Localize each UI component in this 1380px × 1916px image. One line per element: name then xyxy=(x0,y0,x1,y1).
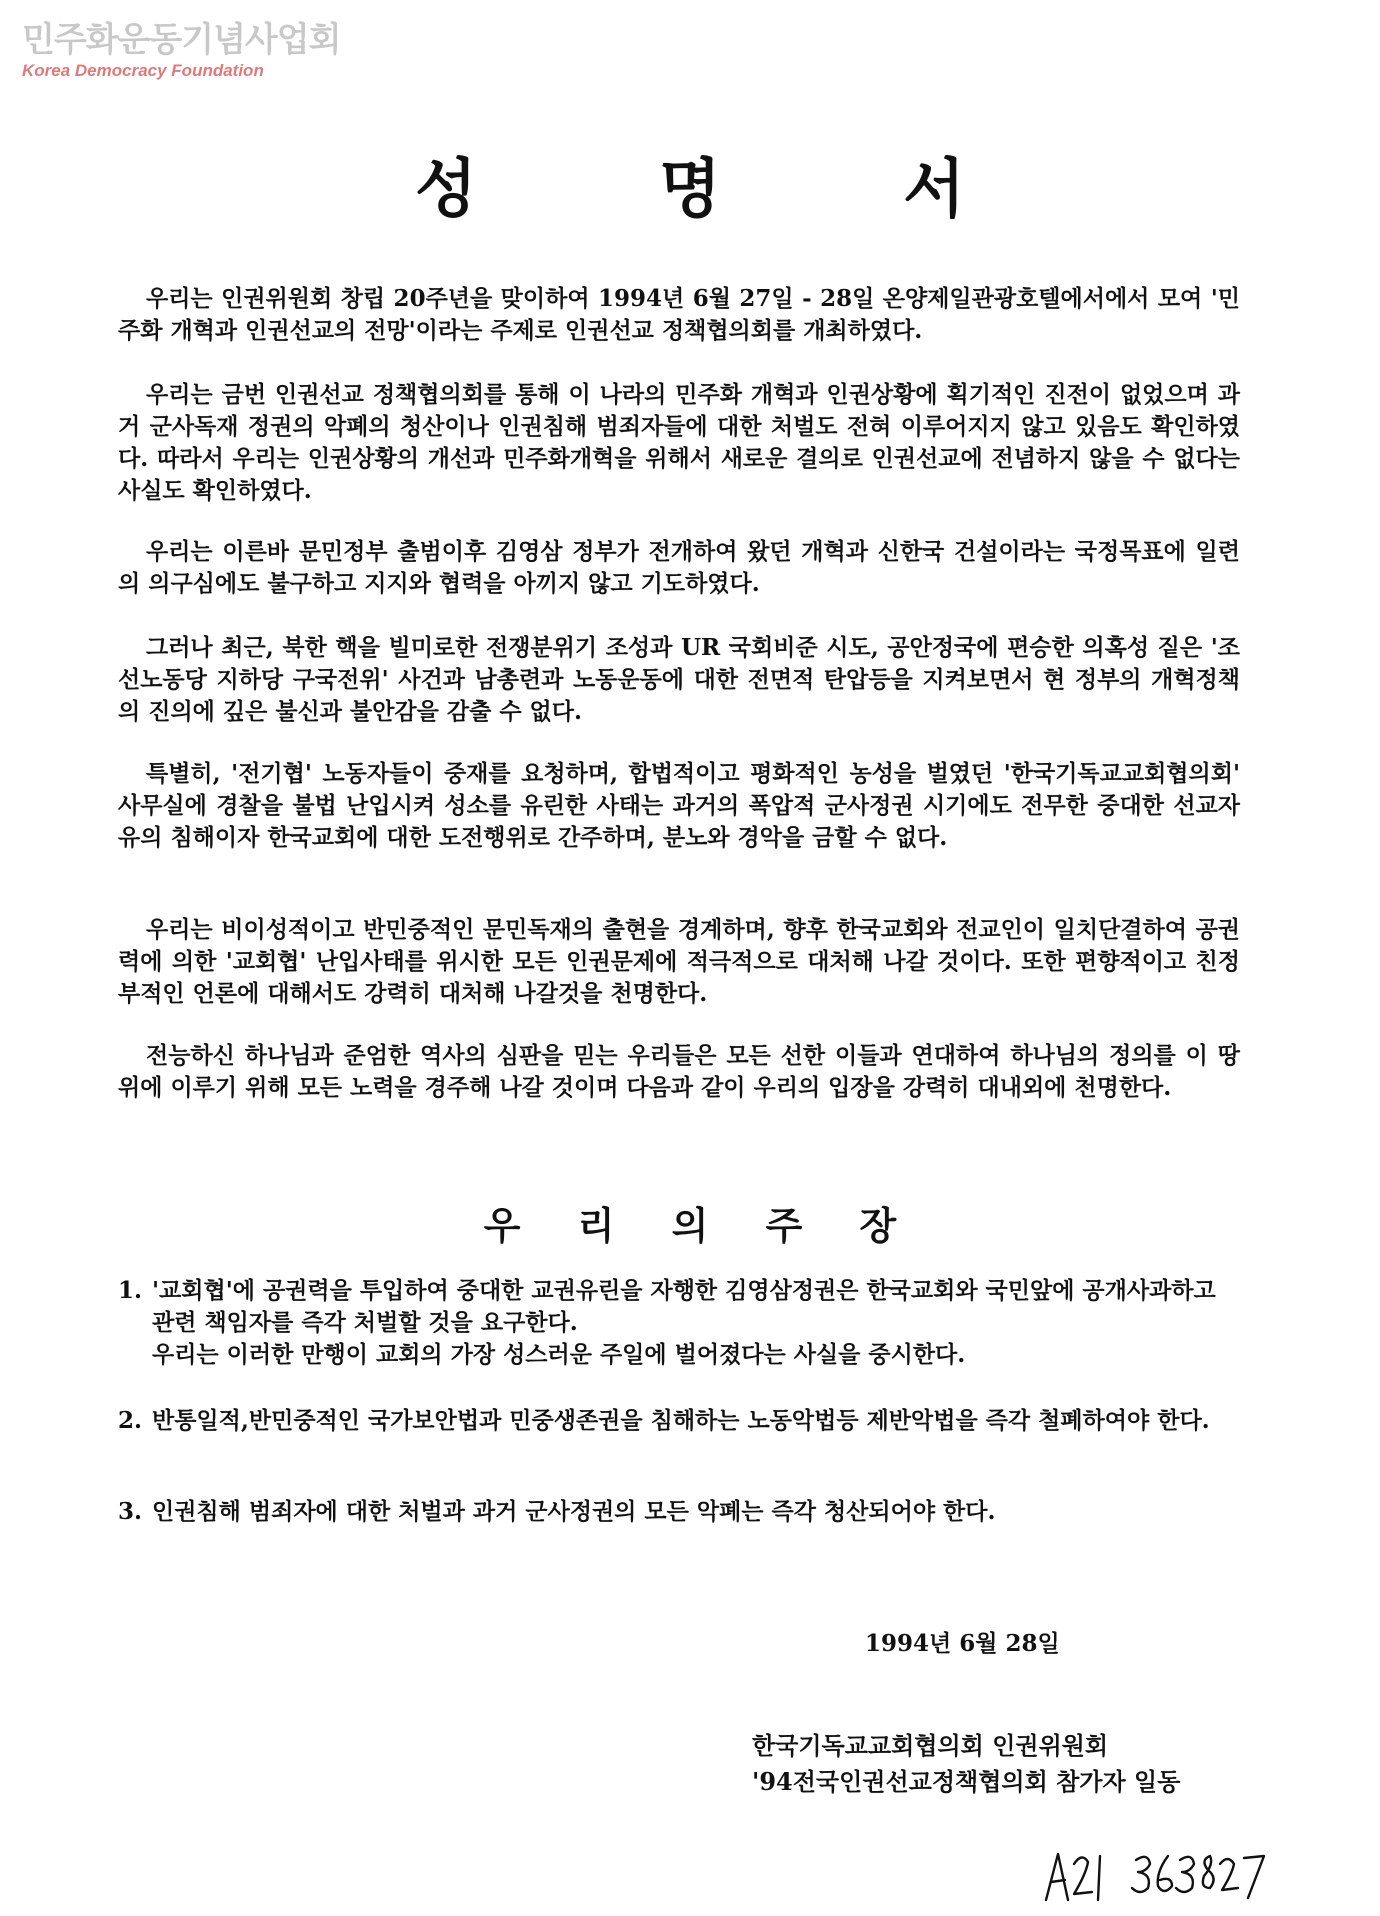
claim-text: '교회협'에 공권력을 투입하여 중대한 교권유린을 자행한 김영삼정권은 한국교회와 국민앞에 공개사과하고 관련 책임자를 즉각 처벌할 것을 요구한다. xyxy=(152,1277,1216,1336)
claim-number: 2. xyxy=(118,1407,143,1434)
paragraph-2: 우리는 금번 인권선교 정책협의회를 통해 이 나라의 민주화 개혁과 인권상황에 획기적인 진전이 없었으며 과거 군사독재 정권의 악폐의 청산이나 인권침해 범죄자들에 대한 처벌도 전혀 이루어지지 않고 있음도 확인하였다. 따라서 우리는 인권상황의 개선과 민주화개혁을 위해서 새로운 결의로 인권선교에 전념하지 않을 수 없다는 사실도 확인하였다. xyxy=(118,381,1240,504)
paragraph-7: 전능하신 하나님과 준엄한 역사의 심판을 믿는 우리들은 모든 선한 이들과 연대하여 하나님의 정의를 이 땅 위에 이루기 위해 모든 노력을 경주해 나갈 것이며 다음과 같이 우리의 입장을 강력히 대내외에 천명한다. xyxy=(118,1042,1240,1101)
claim-number: 1. xyxy=(118,1277,143,1304)
watermark-english: Korea Democracy Foundation xyxy=(22,61,264,80)
paragraph-1: 우리는 인권위원회 창립 20주년을 맞이하여 1994년 6월 27일 - 28일 온양제일관광호텔에서에서 모여 '민주화 개혁과 인권선교의 전망'이라는 주제로 인권선교 정책협의회를 개최하였다. xyxy=(118,285,1240,344)
claims-title: 우 리 의 주 장 xyxy=(483,1203,919,1248)
claim-1 xyxy=(118,1275,1242,1371)
signatory-1: 한국기독교교회협의회 인권위원회 xyxy=(752,1731,1109,1760)
watermark-korean: 민주화운동기념사업회 xyxy=(22,20,341,60)
claim-2 xyxy=(118,1405,1242,1437)
document-date: 1994년 6월 28일 xyxy=(865,1630,1060,1657)
claim-3 xyxy=(118,1496,1242,1528)
claim-text: 반통일적,반민중적인 국가보안법과 민중생존권을 침해하는 노동악법등 제반악법을 즉각 철폐하여야 한다. xyxy=(152,1407,1210,1434)
paragraph-6: 우리는 비이성적이고 반민중적인 문민독재의 출현을 경계하며, 향후 한국교회와 전교인이 일치단결하여 공권력에 의한 '교회협' 난입사태를 위시한 모든 인권문제에 적극적으로 대처해 나갈 것이다. 또한 편향적이고 친정부적인 언론에 대해서도 강력히 대처해 나갈것을 천명한다. xyxy=(118,916,1240,1007)
signatory-2: '94전국인권선교정책협의회 참가자 일동 xyxy=(752,1767,1181,1796)
watermark-logo xyxy=(22,20,340,82)
paragraph-3: 우리는 이른바 문민정부 출범이후 김영삼 정부가 전개하여 왔던 개혁과 신한국 건설이라는 국정목표에 일련의 의구심에도 불구하고 지지와 협력을 아끼지 않고 기도하였다. xyxy=(118,538,1240,597)
document-title: 성 명 서 xyxy=(414,152,1046,227)
handwritten-archive-number xyxy=(1040,1842,1270,1908)
paragraph-5: 특별히, '전기협' 노동자들이 중재를 요청하며, 합법적이고 평화적인 농성을 벌였던 '한국기독교교회협의회' 사무실에 경찰을 불법 난입시켜 성소를 유린한 사태는 과거의 폭압적 군사정권 시기에도 전무한 중대한 선교자유의 침해이자 한국교회에 대한 도전행위로 간주하며, 분노와 경악을 금할 수 없다. xyxy=(118,760,1240,851)
claim-extra: 우리는 이러한 만행이 교회의 가장 성스러운 주일에 벌어졌다는 사실을 중시한다. xyxy=(152,1341,966,1368)
claim-text: 인권침해 범죄자에 대한 처벌과 과거 군사정권의 모든 악폐는 즉각 청산되어야 한다. xyxy=(152,1498,996,1525)
claim-number: 3. xyxy=(118,1498,143,1525)
paragraph-4: 그러나 최근, 북한 핵을 빌미로한 전쟁분위기 조성과 UR 국회비준 시도, 공안정국에 편승한 의혹성 짙은 '조선노동당 지하당 구국전위' 사건과 남총련과 노동운동에 대한 전면적 탄압등을 지켜보면서 현 정부의 개혁정책의 진의에 깊은 불신과 불안감을 감출 수 없다. xyxy=(118,634,1240,725)
